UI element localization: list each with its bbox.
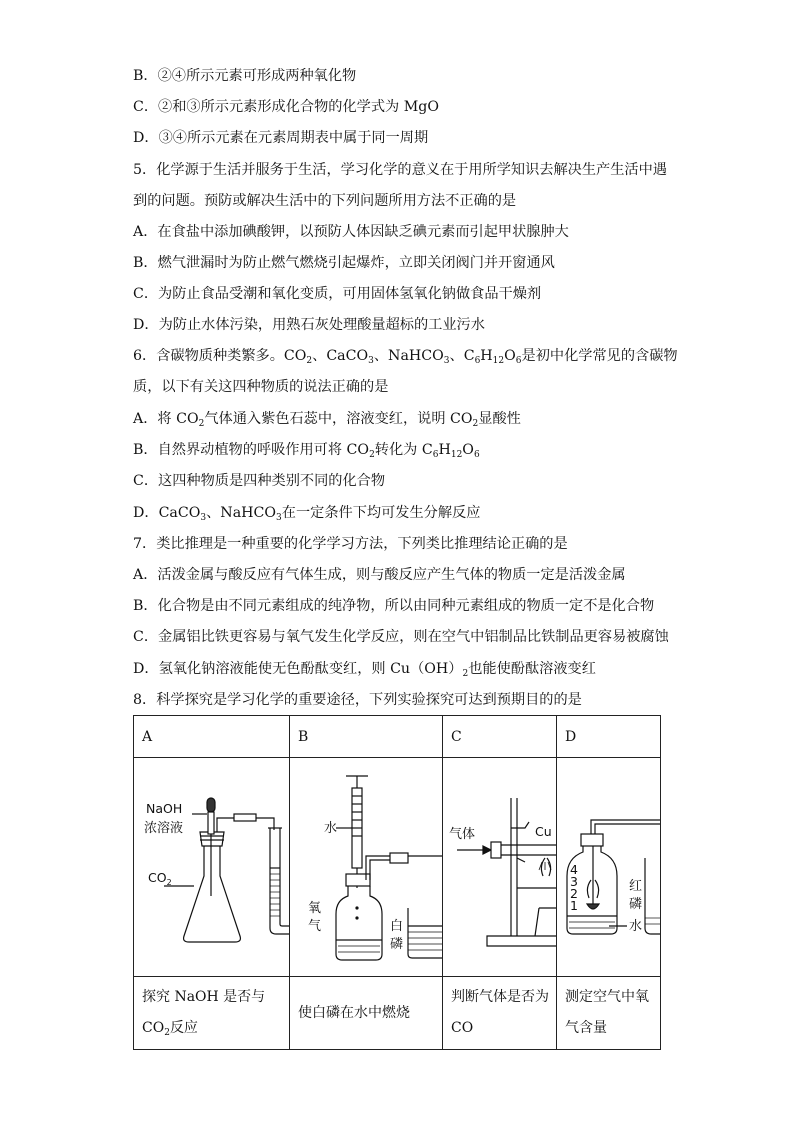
col-header-a: A [134,716,290,758]
q6-stem-line1: 6．含碳物质种类繁多。$CO_2$、CaCO$_3$、NaHCO$_3$、$C_6H_{12}O_6$是初中化学常见的含碳物 [133,348,678,366]
q5-stem-line2: 到的问题。预防或解决生活中的下列问题所用方法不正确的是 [133,193,517,209]
mark-4: 4 [570,862,578,877]
q7-option-b: B．化合物是由不同元素组成的纯净物，所以由同种元素组成的物质一定不是化合物 [133,598,655,614]
q6-option-a: A．将 $CO_2$气体通入紫色石蕊中，溶液变红，说明 $CO_2$显酸性 [133,411,521,429]
label-gas: 气体 [449,827,476,842]
figure-d-oxygen-content [557,758,661,976]
label-cuo: Cu [535,824,552,839]
label-white-phosphorus-2: 磷 [390,937,404,952]
mark-2: 2 [570,886,578,901]
label-white-phosphorus-1: 白 [390,919,404,934]
q6-option-c: C．这四种物质是四种类别不同的化合物 [133,473,386,489]
q7-option-c: C．金属铝比铁更容易与氧气发生化学反应，则在空气中铝制品比铁制品更容易被腐蚀 [133,629,669,645]
q4-option-b: B．②④所示元素可形成两种氧化物 [133,68,357,84]
figure-c-cell [443,758,557,977]
caption-b: 使白磷在水中燃烧 [290,977,443,1050]
label-solution: 浓溶液 [144,821,184,836]
q5-option-d: D．为防止水体污染，用熟石灰处理酸量超标的工业污水 [133,317,485,333]
q5-stem-line1: 5．化学源于生活并服务于生活，学习化学的意义在于用所学知识去解决生产生活中遇 [133,162,667,178]
label-red-phosphorus-1: 红 [629,879,643,894]
figure-a-cell [134,758,290,977]
label-oxygen-1: 氧 [308,901,322,916]
figure-a-naoh-flask [134,758,290,976]
q7-stem: 7．类比推理是一种重要的化学学习方法，下列类比推理结论正确的是 [133,536,568,552]
q5-option-c: C．为防止食品受潮和氧化变质，可用固体氢氧化钠做食品干燥剂 [133,286,542,302]
label-water: 水 [324,821,338,836]
col-header-d: D [557,716,661,758]
q6-option-d: D．CaCO$_3$、NaHCO$_3$在一定条件下均可发生分解反应 [133,505,481,523]
col-header-b: B [290,716,443,758]
q7-option-a: A．活泼金属与酸反应有气体生成，则与酸反应产生气体的物质一定是活泼金属 [133,567,626,583]
q4-option-c: C．②和③所示元素形成化合物的化学式为 MgO [133,99,439,115]
q5-option-a: A．在食盐中添加碘酸钾，以预防人体因缺乏碘元素而引起甲状腺肿大 [133,224,569,240]
label-naoh: NaOH [146,801,183,816]
caption-c: 判断气体是否为 CO [443,977,557,1050]
col-header-c: C [443,716,557,758]
mark-3: 3 [570,874,578,889]
q8-stem: 8．科学探究是学习化学的重要途径，下列实验探究可达到预期目的的是 [133,692,582,708]
q6-stem-line2: 质，以下有关这四种物质的说法正确的是 [133,379,389,395]
caption-a: 探究 NaOH 是否与 $CO_2$反应 [134,977,290,1050]
caption-d: 测定空气中氧 气含量 [557,977,661,1050]
mark-1: 1 [570,898,578,913]
figure-d-cell [557,758,661,977]
q7-option-d: D．氢氧化钠溶液能使无色酚酞变红，则 $Cu(OH)_2$也能使酚酞溶液变红 [133,661,596,679]
label-co2: $CO_2$ [148,870,172,887]
figure-c-gas-cuo [443,758,557,976]
q6-option-b: B．自然界动植物的呼吸作用可将 $CO_2$转化为 $C_6H_{12}O_6$ [133,442,480,460]
label-water-d: 水 [629,919,643,934]
figure-b-cell [290,758,443,977]
label-red-phosphorus-2: 磷 [629,897,643,912]
label-oxygen-2: 气 [308,919,322,934]
q5-option-b: B．燃气泄漏时为防止燃气燃烧引起爆炸，立即关闭阀门并开窗通风 [133,255,555,271]
figure-b-white-phosphorus [290,758,443,976]
q8-experiment-table [133,715,661,1050]
q4-option-d: D．③④所示元素在元素周期表中属于同一周期 [133,130,429,146]
